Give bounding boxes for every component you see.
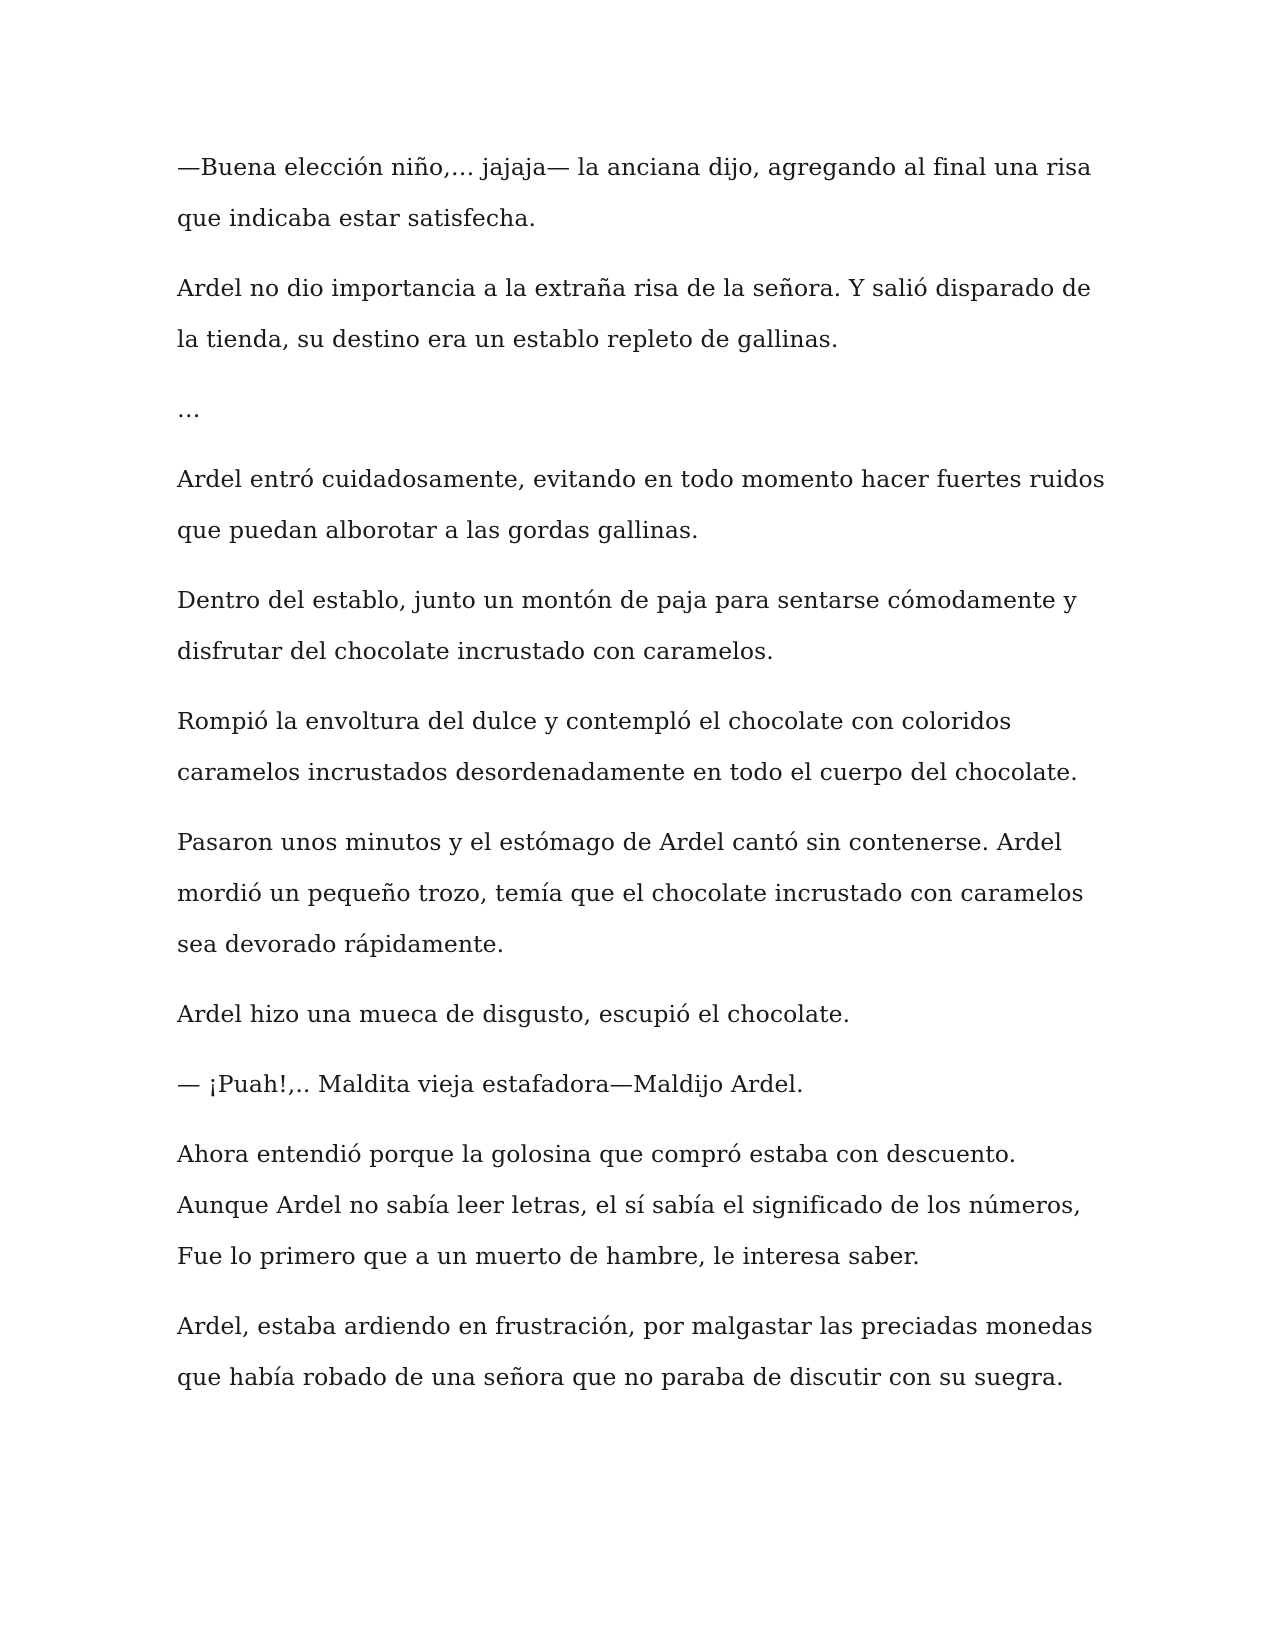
text-line: … bbox=[177, 395, 201, 423]
text-line: Ardel entró cuidadosamente, evitando en todo momento hacer fuertes ruidos bbox=[177, 465, 1105, 493]
paragraph bbox=[177, 142, 1107, 244]
text-line: disfrutar del chocolate incrustado con caramelos. bbox=[177, 637, 774, 665]
text-line: caramelos incrustados desordenadamente en todo el cuerpo del chocolate. bbox=[177, 758, 1078, 786]
text-line: Dentro del establo, junto un montón de paja para sentarse cómodamente y bbox=[177, 586, 1077, 614]
text-line: Ahora entendió porque la golosina que compró estaba con descuento. bbox=[177, 1140, 1017, 1168]
text-line: que puedan alborotar a las gordas gallinas. bbox=[177, 516, 699, 544]
dialogue-paragraph bbox=[177, 1059, 1107, 1110]
text-line: que había robado de una señora que no paraba de discutir con su suegra. bbox=[177, 1363, 1064, 1391]
paragraph bbox=[177, 989, 1107, 1040]
paragraph bbox=[177, 1129, 1107, 1282]
text-line: Rompió la envoltura del dulce y contempló el chocolate con coloridos bbox=[177, 707, 1012, 735]
text-line: que indicaba estar satisfecha. bbox=[177, 204, 537, 232]
document-body bbox=[177, 142, 1107, 1422]
text-line: Pasaron unos minutos y el estómago de Ardel cantó sin contenerse. Ardel bbox=[177, 828, 1062, 856]
paragraph bbox=[177, 263, 1107, 365]
scene-break bbox=[177, 384, 1107, 435]
text-line: sea devorado rápidamente. bbox=[177, 930, 505, 958]
text-line: Ardel, estaba ardiendo en frustración, por malgastar las preciadas monedas bbox=[177, 1312, 1093, 1340]
text-line: mordió un pequeño trozo, temía que el chocolate incrustado con caramelos bbox=[177, 879, 1084, 907]
text-line: la tienda, su destino era un establo repleto de gallinas. bbox=[177, 325, 839, 353]
text-line: —Buena elección niño,… jajaja— la anciana dijo, agregando al final una risa bbox=[177, 153, 1092, 181]
text-line: Aunque Ardel no sabía leer letras, el sí sabía el significado de los números, bbox=[177, 1191, 1081, 1219]
text-line: Ardel hizo una mueca de disgusto, escupió el chocolate. bbox=[177, 1000, 851, 1028]
paragraph bbox=[177, 454, 1107, 556]
paragraph bbox=[177, 817, 1107, 970]
text-line: Ardel no dio importancia a la extraña risa de la señora. Y salió disparado de bbox=[177, 274, 1092, 302]
paragraph bbox=[177, 696, 1107, 798]
paragraph bbox=[177, 575, 1107, 677]
text-line: — ¡Puah!,.. Maldita vieja estafadora—Maldijo Ardel. bbox=[177, 1070, 804, 1098]
text-line: Fue lo primero que a un muerto de hambre, le interesa saber. bbox=[177, 1242, 920, 1270]
paragraph bbox=[177, 1301, 1107, 1403]
